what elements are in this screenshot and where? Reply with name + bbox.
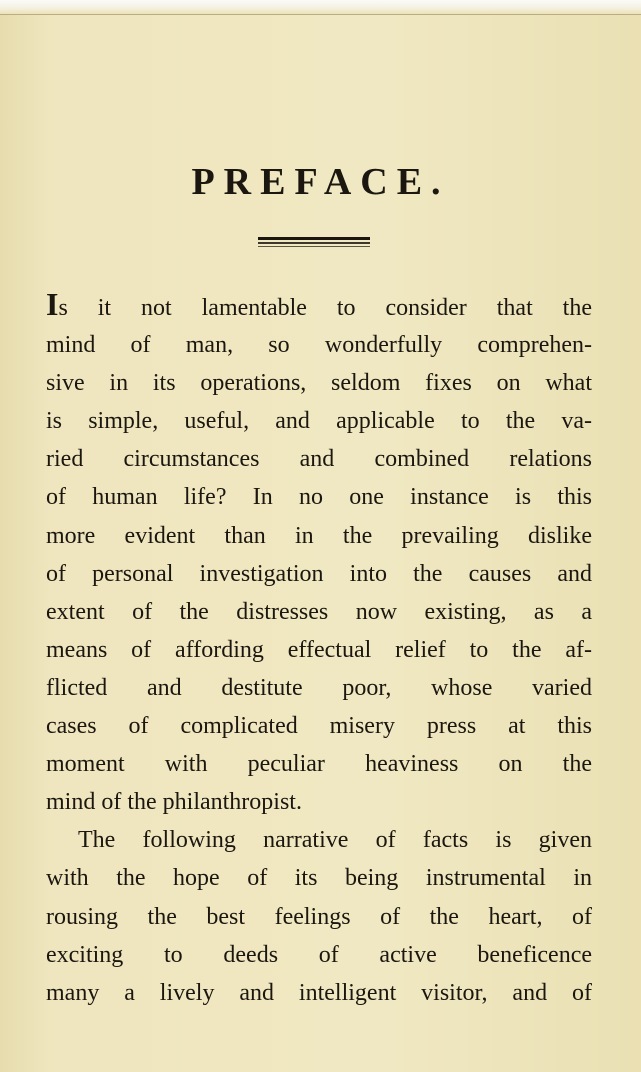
text-line: mind of the philanthropist. [46,789,302,816]
paragraph-1 [46,288,592,821]
body-text [46,288,592,1012]
initial-capital: I [46,286,59,322]
text-line: mind of man, so wonderfully comprehen- [46,332,592,359]
text-line: rousing the best feelings of the heart, of [46,903,592,930]
text-line: flicted and destitute poor, whose varied [46,674,592,701]
text-line: of personal investigation into the causes and [46,560,592,587]
text-line: is simple, useful, and applicable to the va- [46,408,592,435]
text-line: more evident than in the prevailing dislike [46,522,592,549]
title-rule-ornament [258,237,370,249]
paragraph-2 [46,821,592,1011]
text-line: sive in its operations, seldom fixes on what [46,370,592,397]
text-line: Is it not lamentable to consider that the [46,286,592,322]
text-line: ried circumstances and combined relations [46,446,592,473]
text-line: extent of the distresses now existing, as a [46,598,592,625]
text-line: The following narrative of facts is given [78,827,592,854]
text-line: of human life? In no one instance is this [46,484,592,511]
text-line: cases of complicated misery press at this [46,713,592,740]
text-line: exciting to deeds of active beneficence [46,941,592,968]
text-line: moment with peculiar heaviness on the [46,751,592,778]
text-line: means of affording effectual relief to the af- [46,636,592,663]
page-top-edge [0,0,641,15]
text-line: many a lively and intelligent visitor, and of [46,979,592,1006]
page-title: PREFACE. [191,161,450,203]
text-line: with the hope of its being instrumental in [46,865,592,892]
